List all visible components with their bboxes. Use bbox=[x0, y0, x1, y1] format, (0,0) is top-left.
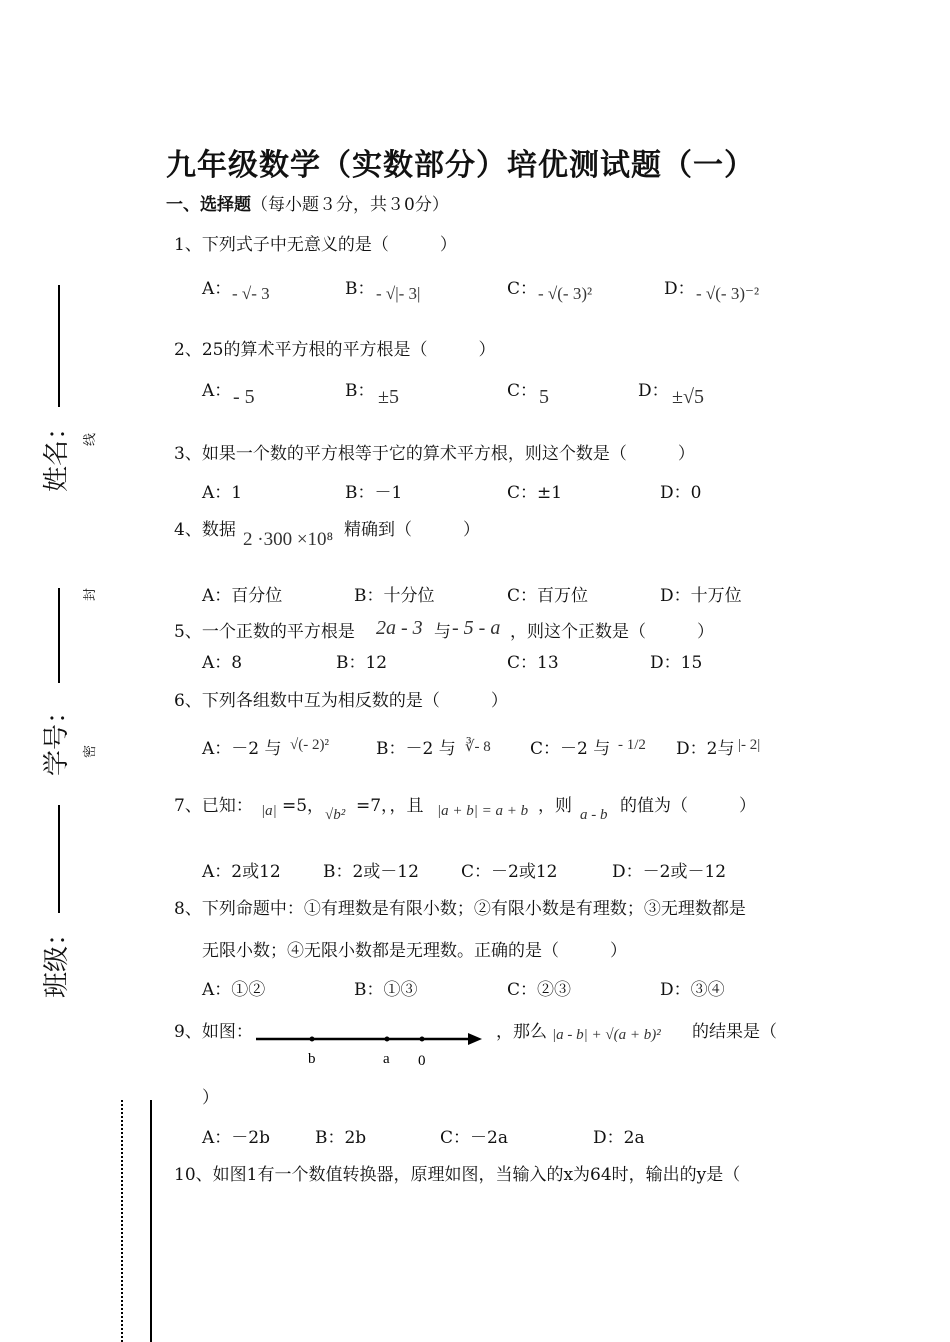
q5-expr-2: - 5 - a bbox=[452, 617, 501, 639]
q1-expr-b: - √|- 3| bbox=[376, 284, 421, 303]
q2-option-a: A： bbox=[202, 381, 232, 401]
question-2: 2、25的算术平方根的平方根是（ ） bbox=[174, 340, 496, 360]
q6-option-c: C：－2 与 bbox=[530, 739, 611, 759]
point-origin bbox=[420, 1037, 425, 1042]
question-9-stem-mid: ，那么 bbox=[496, 1022, 547, 1042]
question-9-close-paren: ） bbox=[202, 1088, 219, 1108]
solid-binding-line bbox=[150, 1100, 152, 1342]
label-zero: 0 bbox=[418, 1053, 426, 1069]
q2-option-b: B： bbox=[345, 381, 375, 401]
question-3: 3、如果一个数的平方根等于它的算术平方根，则这个数是（ ） bbox=[174, 444, 695, 464]
name-label: 姓名： bbox=[42, 413, 72, 492]
q6-option-a: A：－2 与 bbox=[202, 739, 282, 759]
q2-expr-c: 5 bbox=[539, 386, 549, 408]
q6-option-d: D：2与 bbox=[676, 739, 735, 759]
q1-option-a: A： bbox=[202, 279, 232, 299]
q9-expr: |a - b| + √(a + b)² bbox=[552, 1027, 661, 1043]
q1-option-c: C： bbox=[507, 279, 538, 299]
id-blank-line bbox=[58, 588, 60, 683]
q9-option-c: C：－2a bbox=[440, 1128, 508, 1148]
q5-option-a: A：8 bbox=[202, 653, 243, 673]
number-line-arrow bbox=[468, 1033, 482, 1045]
id-label: 学号： bbox=[42, 697, 72, 776]
number-line-figure bbox=[252, 1025, 487, 1075]
q6-expr-b: ∛- 8 bbox=[465, 739, 491, 755]
q8-option-a: A：①② bbox=[202, 980, 266, 1000]
question-7-stem-end: 的值为（ ） bbox=[620, 796, 756, 816]
point-a bbox=[385, 1037, 390, 1042]
q4-option-d: D：十万位 bbox=[660, 586, 742, 606]
label-b: b bbox=[308, 1051, 316, 1067]
q3-option-a: A：1 bbox=[202, 483, 243, 503]
page-title: 九年级数学（实数部分）培优测试题（一） bbox=[166, 148, 755, 183]
q7-value-1: =5， bbox=[282, 796, 325, 816]
label-a: a bbox=[383, 1051, 390, 1067]
q3-option-c: C：±1 bbox=[507, 483, 563, 503]
seal-char-line: 线 bbox=[83, 432, 99, 447]
question-6: 6、下列各组数中互为相反数的是（ ） bbox=[174, 691, 508, 711]
class-label: 班级： bbox=[42, 919, 72, 998]
q9-option-b: B：2b bbox=[315, 1128, 367, 1148]
question-8-line-2: 无限小数；④无限小数都是无理数。正确的是（ ） bbox=[202, 941, 627, 961]
q7-option-d: D：－2或－12 bbox=[612, 862, 727, 882]
q7-expr-abs-a: |a| bbox=[261, 803, 277, 819]
question-7-stem-start: 7、已知： bbox=[174, 796, 253, 816]
q7-option-a: A：2或12 bbox=[202, 862, 281, 882]
point-b bbox=[310, 1037, 315, 1042]
section-heading bbox=[166, 190, 449, 215]
seal-char-secret: 密 bbox=[83, 744, 99, 759]
q5-option-b: B：12 bbox=[336, 653, 388, 673]
q2-option-c: C： bbox=[507, 381, 538, 401]
question-5-stem-end: ，则这个正数是（ ） bbox=[510, 622, 714, 642]
q9-option-d: D：2a bbox=[593, 1128, 645, 1148]
q3-option-d: D：0 bbox=[660, 483, 702, 503]
q4-expr: 2 ·300 ×10⁸ bbox=[243, 529, 334, 550]
q5-option-c: C：13 bbox=[507, 653, 559, 673]
q7-expr-sqrt-b: √b² bbox=[325, 807, 346, 823]
q7-expr-target: a - b bbox=[580, 807, 608, 823]
q4-option-c: C：百万位 bbox=[507, 586, 589, 606]
class-blank-line bbox=[58, 805, 60, 913]
q7-value-2: =7，，且 bbox=[356, 796, 424, 816]
q1-option-d: D： bbox=[664, 279, 695, 299]
q1-expr-c: - √(- 3)² bbox=[538, 284, 593, 303]
q6-expr-d: |- 2| bbox=[738, 737, 761, 753]
q1-option-b: B： bbox=[345, 279, 375, 299]
q1-expr-a: - √- 3 bbox=[232, 284, 270, 303]
question-9-stem-end: 的结果是（ bbox=[692, 1022, 777, 1042]
q7-option-c: C：－2或12 bbox=[461, 862, 558, 882]
q8-option-b: B：①③ bbox=[354, 980, 418, 1000]
q2-expr-b: ±5 bbox=[378, 386, 399, 408]
q4-option-a: A：百分位 bbox=[202, 586, 283, 606]
section-note: （每小题３分，共３0分） bbox=[251, 195, 449, 215]
q2-option-d: D： bbox=[638, 381, 669, 401]
question-5-stem-start: 5、一个正数的平方根是 bbox=[174, 622, 355, 642]
dotted-cut-line bbox=[121, 1100, 123, 1342]
q6-expr-c: - 1/2 bbox=[618, 737, 646, 753]
seal-char-seal: 封 bbox=[83, 587, 99, 602]
q8-option-c: C：②③ bbox=[507, 980, 572, 1000]
q9-option-a: A：－2b bbox=[202, 1128, 270, 1148]
q5-option-d: D：15 bbox=[650, 653, 703, 673]
q5-expr-1: 2a - 3 bbox=[376, 617, 423, 639]
question-9-stem-start: 9、如图： bbox=[174, 1022, 253, 1042]
q1-expr-d: - √(- 3)⁻² bbox=[696, 284, 760, 303]
q7-expr-condition: |a + b| = a + b bbox=[437, 803, 529, 819]
name-blank-line bbox=[58, 285, 60, 407]
section-label: 一、选择题 bbox=[166, 195, 251, 215]
question-10: 10、如图1有一个数值转换器，原理如图，当输入的x为64时，输出的y是（ bbox=[174, 1165, 741, 1185]
question-1: 1、下列式子中无意义的是（ ） bbox=[174, 235, 457, 255]
q8-option-d: D：③④ bbox=[660, 980, 725, 1000]
q2-expr-d: ±√5 bbox=[672, 386, 704, 408]
q5-conj: 与 bbox=[434, 622, 451, 642]
question-4-stem-start: 4、数据 bbox=[174, 520, 236, 540]
question-4-stem-end: 精确到（ ） bbox=[344, 520, 480, 540]
question-8-line-1: 8、下列命题中：①有理数是有限小数；②有限小数是有理数；③无理数都是 bbox=[174, 899, 746, 919]
q2-expr-a: - 5 bbox=[233, 386, 255, 408]
q6-option-b: B：－2 与 bbox=[376, 739, 456, 759]
question-7-stem-mid: ，则 bbox=[538, 796, 572, 816]
q3-option-b: B：－1 bbox=[345, 483, 403, 503]
q6-expr-a: √(- 2)² bbox=[290, 737, 329, 753]
q4-option-b: B：十分位 bbox=[354, 586, 435, 606]
q7-option-b: B：2或－12 bbox=[323, 862, 419, 882]
